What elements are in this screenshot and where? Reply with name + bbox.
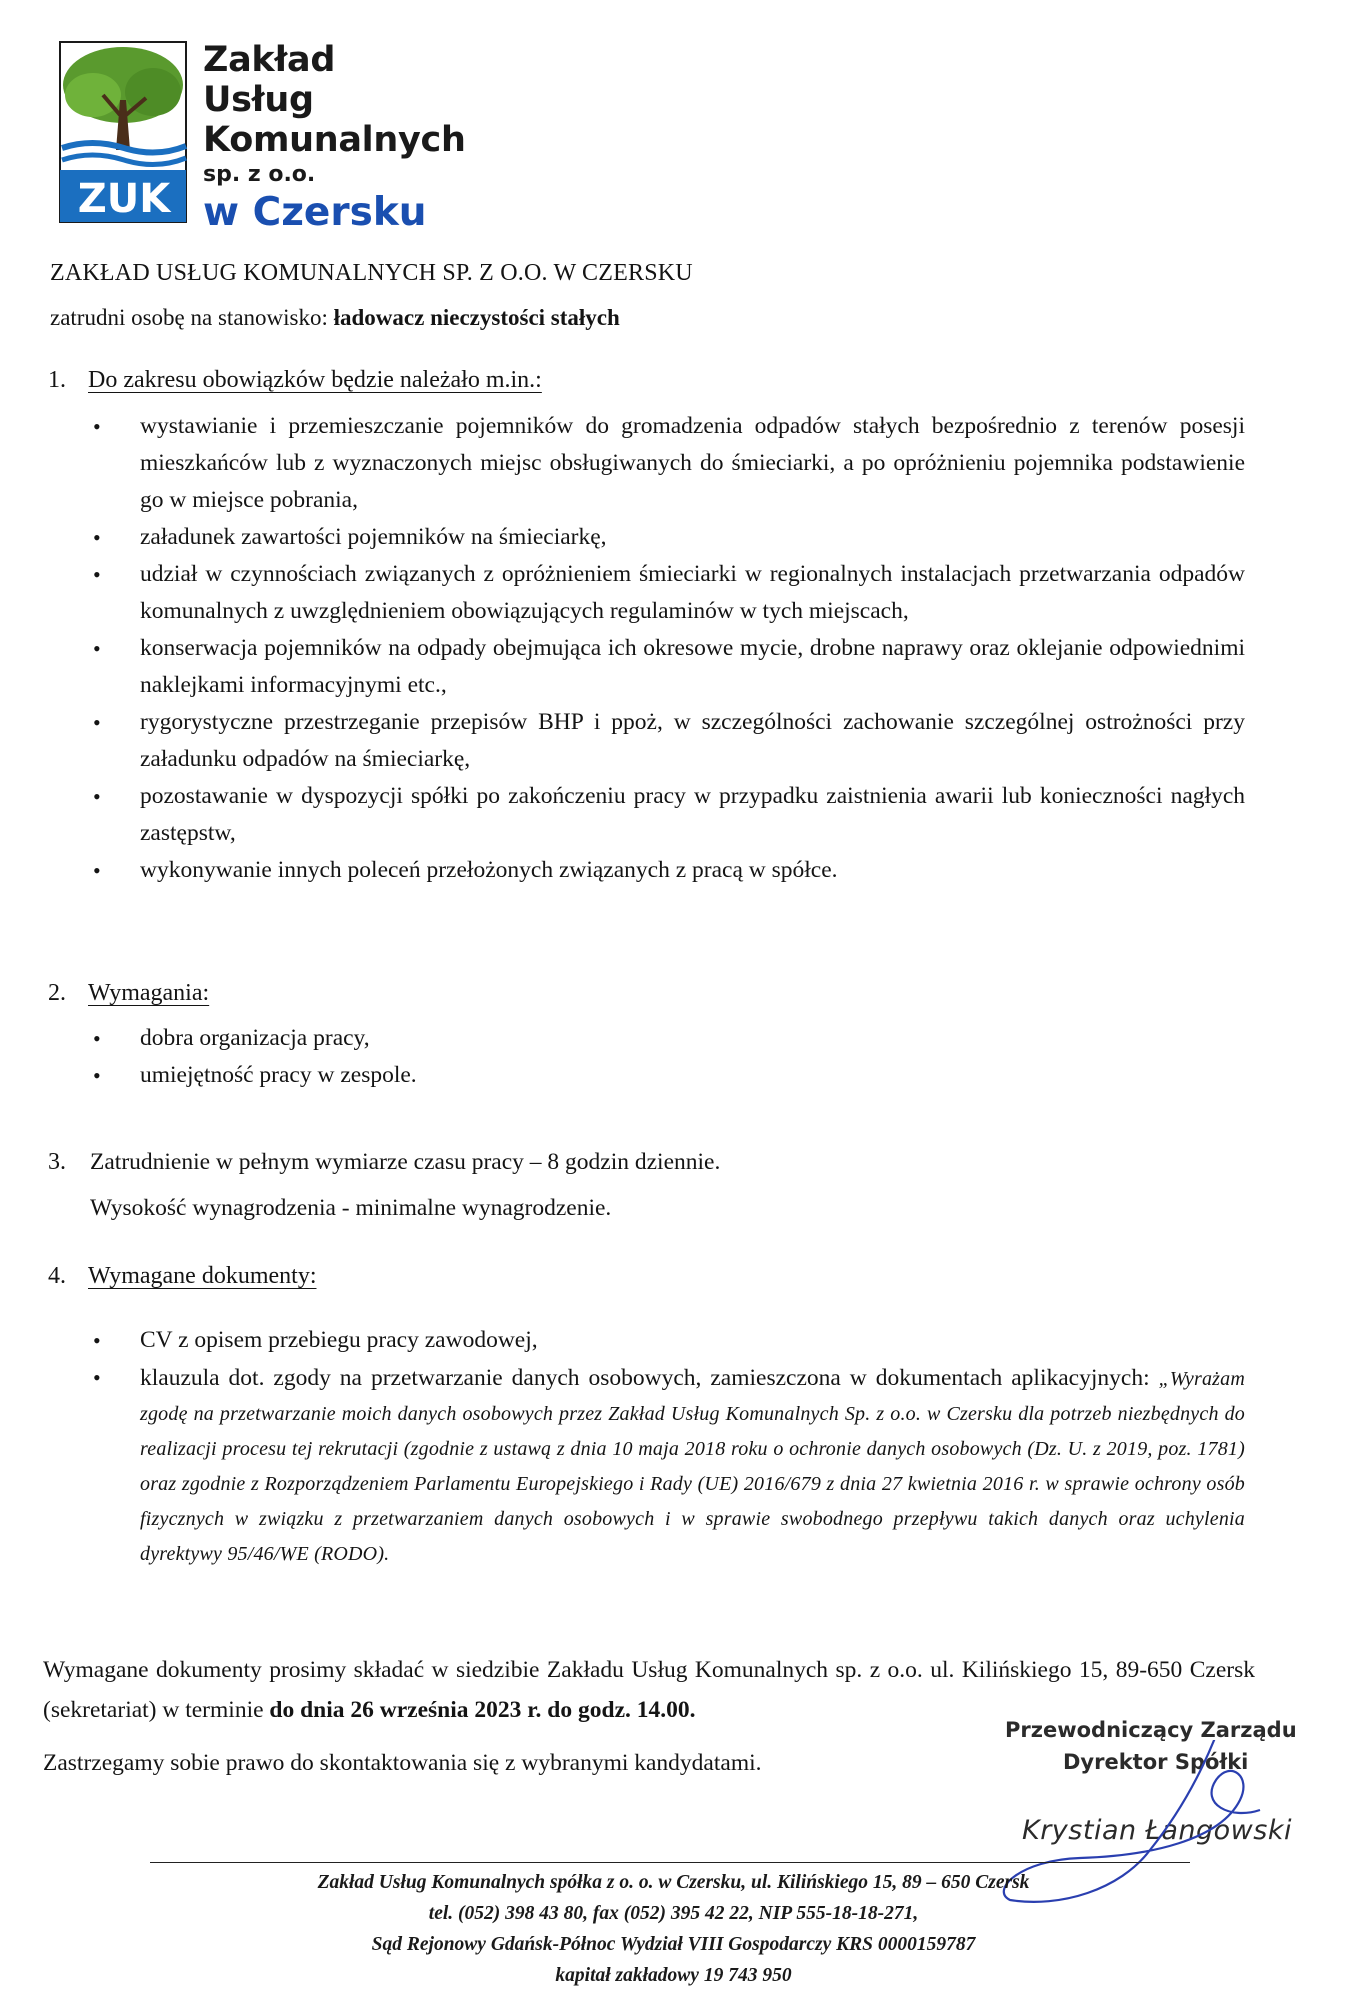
list-item: • wystawianie i przemieszczanie pojemników do gromadzenia odpadów stałych bezpośrednio z terenów posesji mieszkańców lub z wyznaczonych miejsc obsługiwanych do śmieciarki, a po opróżnieniu pojemnika podstawienie go w miejsce pobrania, xyxy=(93,408,1245,519)
list-item: • rygorystyczne przestrzeganie przepisów BHP i ppoż, w szczególności zachowanie szczególnej ostrożności przy załadunku odpadów na śmieciarkę, xyxy=(93,704,1245,778)
company-name-heading: ZAKŁAD USŁUG KOMUNALNYCH SP. Z O.O. W CZERSKU xyxy=(50,260,693,286)
list-item xyxy=(93,1361,1245,1571)
list-item: • konserwacja pojemników na odpady obejmująca ich okresowe mycie, drobne naprawy oraz oklejanie odpowiednimi naklejkami informacyjnymi etc., xyxy=(93,630,1245,704)
section-1-title: Do zakresu obowiązków będzie należało m.in.: xyxy=(88,367,542,393)
hiring-prefix: zatrudni osobę na stanowisko: xyxy=(50,305,334,330)
footer-contact: tel. (052) 398 43 80, fax (052) 395 42 22, NIP 555-18-18-271, xyxy=(428,1903,919,1924)
list-item: • CV z opisem przebiegu pracy zawodowej, xyxy=(93,1322,1245,1359)
footer-address: Zakład Usług Komunalnych spółka z o. o. w Czersku, ul. Kilińskiego 15, 89 – 650 Czersk xyxy=(317,1872,1030,1893)
requirements-list xyxy=(93,1020,1245,1094)
list-item: • dobra organizacja pracy, xyxy=(93,1020,1245,1057)
list-item: • załadunek zawartości pojemników na śmieciarkę, xyxy=(93,519,1245,556)
section-2-heading xyxy=(48,975,209,1011)
footer xyxy=(0,1867,1347,1991)
hiring-line xyxy=(50,299,620,336)
section-4-number: 4. xyxy=(48,1263,66,1289)
logo-wordmark xyxy=(203,40,466,236)
signatory-title: Przewodniczący Zarządu xyxy=(1005,1718,1297,1742)
list-item: • udział w czynnościach związanych z opróżnieniem śmieciarki w regionalnych instalacjach przetwarzania odpadów komunalnych z uwzględnieniem obowiązujących regulaminów w tych miejscach, xyxy=(93,556,1245,630)
documents-list xyxy=(93,1322,1245,1571)
logo-line-1: Zakład xyxy=(203,40,336,80)
footer-registry: Sąd Rejonowy Gdańsk-Północ Wydział VIII Gospodarczy KRS 0000159787 xyxy=(371,1934,976,1955)
footer-rule xyxy=(150,1862,1190,1863)
section-1-heading xyxy=(48,362,542,398)
logo-line-4: sp. z o.o. xyxy=(203,162,316,187)
section-2-title: Wymagania: xyxy=(88,980,210,1006)
submission-deadline: do dnia 26 września 2023 r. do godz. 14.00. xyxy=(269,1697,696,1723)
gdpr-consent-quote: „Wyrażam zgodę na przetwarzanie moich danych osobowych przez Zakład Usług Komunalnych Sp. z o.o. w Czersku dla potrzeb niezbędnych do realizacji procesu tej rekrutacji (zgodnie z ustawą z dnia 10 maja 2018 roku o ochronie danych osobowych (Dz. U. z 2019, poz. 1781) oraz zgodnie z Rozporządzeniem Parlamentu Europejskiego i Rady (UE) 2016/679 z dnia 27 kwietnia 2016 r. w sprawie ochrony osób fizycznych w związku z przetwarzaniem danych osobowych i w sprawie swobodnego przepływu takich danych oraz uchylenia dyrektywy 95/46/WE (RODO). xyxy=(140,1368,1245,1565)
logo-line-3: Komunalnych xyxy=(203,120,466,160)
duties-list xyxy=(93,408,1245,889)
signatory-name: Krystian Łangowski xyxy=(1022,1815,1292,1846)
section-3-number: 3. xyxy=(48,1149,66,1175)
section-4-heading xyxy=(48,1258,317,1294)
submission-text: Wymagane dokumenty prosimy składać w siedzibie Zakładu Usług Komunalnych sp. z o.o. ul. Kilińskiego 15, 89-650 Czersk (sekretariat) w terminie xyxy=(43,1657,1255,1723)
section-4-title: Wymagane dokumenty: xyxy=(88,1263,317,1289)
section-2-number: 2. xyxy=(48,980,66,1006)
footer-capital: kapitał zakładowy 19 743 950 xyxy=(555,1965,792,1986)
section-3-heading xyxy=(48,1144,88,1180)
reservation-note: Zastrzegamy sobie prawo do skontaktowania się z wybranymi kandydatami. xyxy=(43,1750,762,1776)
logo-city: w Czersku xyxy=(203,190,427,235)
list-item: • umiejętność pracy w zespole. xyxy=(93,1057,1245,1094)
position-title: ładowacz nieczystości stałych xyxy=(333,305,620,330)
list-item: • wykonywanie innych poleceń przełożonych związanych z pracą w spółce. xyxy=(93,852,1245,889)
logo-badge: ZUK xyxy=(77,176,171,222)
logo-line-2: Usług xyxy=(203,80,314,120)
company-logo xyxy=(58,40,478,235)
section-1-number: 1. xyxy=(48,367,66,393)
signatory-role: Dyrektor Spółki xyxy=(1063,1750,1249,1774)
tree-water-logo-icon xyxy=(58,40,190,225)
list-item: • pozostawanie w dyspozycji spółki po zakończeniu pracy w przypadku zaistnienia awarii lub konieczności nagłych zastępstw, xyxy=(93,778,1245,852)
employment-terms: Zatrudnienie w pełnym wymiarze czasu pracy – 8 godzin dziennie. xyxy=(90,1149,721,1175)
gdpr-clause-intro: klauzula dot. zgody na przetwarzanie danych osobowych, zamieszczona w dokumentach aplikacyjnych: xyxy=(140,1365,1159,1391)
salary-terms: Wysokość wynagrodzenia - minimalne wynagrodzenie. xyxy=(90,1195,612,1221)
